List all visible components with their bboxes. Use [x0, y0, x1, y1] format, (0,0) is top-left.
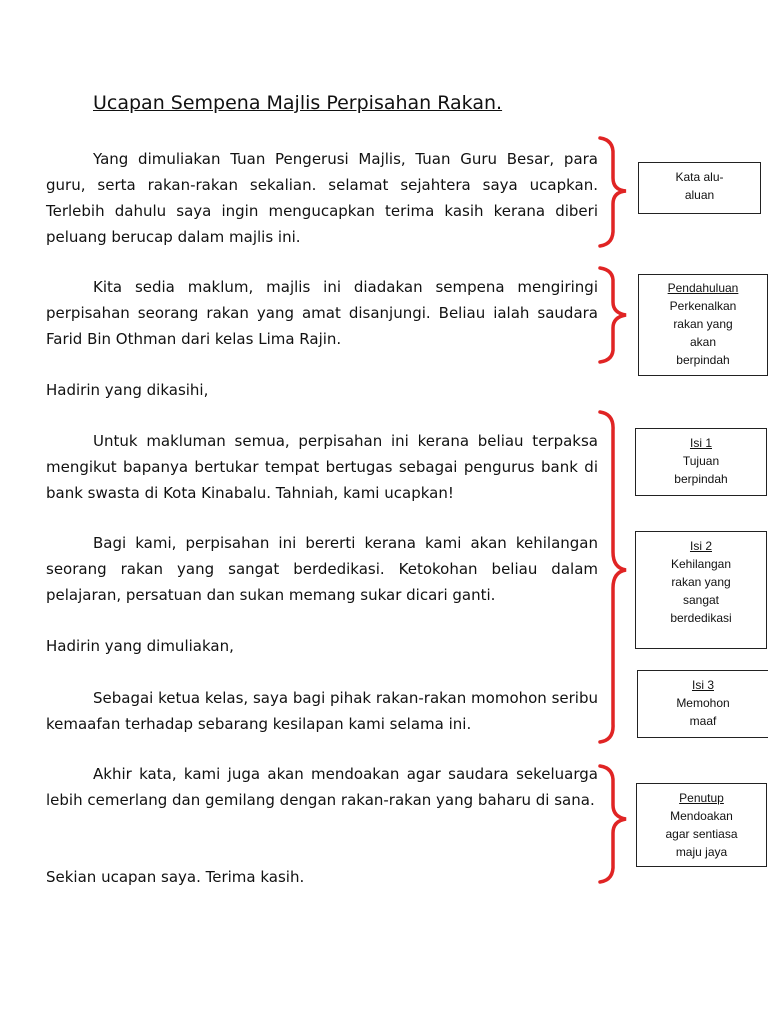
label-isi-2	[635, 531, 767, 649]
label-line: berpindah	[674, 472, 728, 486]
label-line: berdedikasi	[670, 611, 732, 625]
brace-greeting	[600, 138, 626, 246]
label-line: Kata alu-	[675, 170, 724, 184]
label-line: Tujuan	[682, 454, 720, 468]
label-line: Mendoakan	[670, 809, 733, 823]
address-line-1: Hadirin yang dikasihi,	[46, 381, 209, 399]
paragraph-point-2: Bagi kami, perpisahan ini bererti kerana kami akan kehilangan seorang rakan yang sangat berdedikasi. Ketokohan beliau dalam pelajaran, persatuan dan sukan memang sukar dicari ganti.	[46, 534, 598, 604]
label-isi-1	[635, 428, 767, 496]
paragraph-intro: Kita sedia maklum, majlis ini diadakan sempena mengiringi perpisahan seorang rakan yang amat disanjungi. Beliau ialah saudara Farid Bin Othman dari kelas Lima Rajin.	[46, 278, 598, 348]
label-isi-3	[637, 670, 768, 738]
paragraph-point-3: Sebagai ketua kelas, saya bagi pihak rakan-rakan momohon seribu kemaafan terhadap sebarang kesilapan kami selama ini.	[46, 689, 598, 733]
label-line: sangat	[682, 593, 720, 607]
label-line: aluan	[684, 188, 715, 202]
label-line: Perkenalkan	[669, 299, 737, 313]
paragraph-point-1: Untuk makluman semua, perpisahan ini kerana beliau terpaksa mengikut bapanya bertukar tempat bertugas sebagai pengurus bank di bank swasta di Kota Kinabalu. Tahniah, kami ucapkan!	[46, 432, 598, 502]
label-heading: Isi 3	[691, 678, 714, 692]
label-line: Memohon	[676, 696, 730, 710]
label-line: rakan yang	[673, 317, 733, 331]
label-heading: Penutup	[679, 791, 724, 805]
label-line: rakan yang	[671, 575, 731, 589]
brace-closing	[600, 766, 626, 882]
label-heading: Isi 2	[689, 539, 712, 553]
label-line: Kehilangan	[670, 557, 732, 571]
label-line: agar sentiasa	[665, 827, 738, 841]
label-line: maju jaya	[675, 845, 728, 859]
sign-off-line: Sekian ucapan saya. Terima kasih.	[46, 868, 305, 886]
brace-body	[600, 412, 626, 742]
label-heading: Isi 1	[689, 436, 712, 450]
label-pendahuluan	[638, 274, 768, 376]
page-title: Ucapan Sempena Majlis Perpisahan Rakan.	[93, 92, 503, 114]
label-heading: Pendahuluan	[667, 281, 739, 295]
label-penutup	[636, 783, 767, 867]
label-line: akan	[689, 335, 717, 349]
label-line: berpindah	[676, 353, 730, 367]
label-kata-alu-aluan	[638, 162, 761, 214]
label-line: maaf	[689, 714, 717, 728]
paragraph-closing: Akhir kata, kami juga akan mendoakan agar saudara sekeluarga lebih cemerlang dan gemilang dengan rakan-rakan yang baharu di sana.	[46, 765, 598, 809]
address-line-2: Hadirin yang dimuliakan,	[46, 637, 234, 655]
brace-intro	[600, 268, 626, 362]
paragraph-greeting: Yang dimuliakan Tuan Pengerusi Majlis, Tuan Guru Besar, para guru, serta rakan-rakan sekalian. selamat sejahtera saya ucapkan. Terlebih dahulu saya ingin mengucapkan terima kasih kerana diberi peluang berucap dalam majlis ini.	[46, 150, 598, 246]
